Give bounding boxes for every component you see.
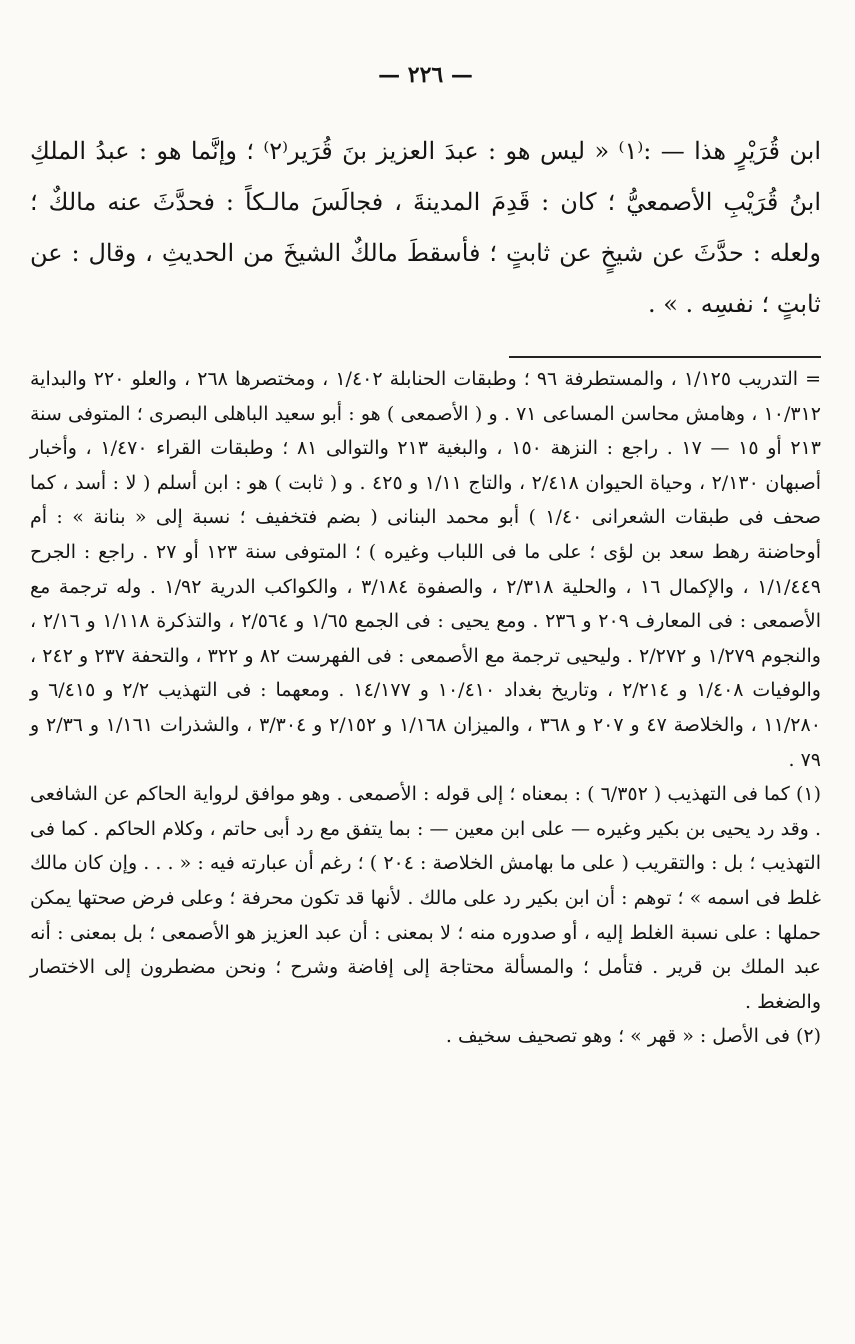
footnote-continued: = التدريب ١/١٢٥ ، والمستطرفة ٩٦ ؛ وطبقات الحنابلة ١/٤٠٢ ، ومختصرها ٢٦٨ ، والعلو ٢٢٠ والبداية ١٠/٣١٢ ، وهامش محاسن المساعى ٧١ . و ( الأصمعى ) هو : أبو سعيد الباهلى البصرى ؛ المتوفى سنة ٢١٣ أو ١٥ — ١٧ . راجع : النزهة ١٥٠ ، والبغية ٢١٣ والتوالى ٨١ ؛ وطبقات القراء ١/٤٧٠ ، وأخبار أصبهان ٢/١٣٠ ، وحياة الحيوان ٢/٤١٨ ، والتاج ١/١١ و ٤٢٥ . و ( ثابت ) هو : ابن أسلم ( لا : أسد ، كما صحف فى طبقات الشعرانى ١/٤٠ ) أبو محمد البنانى ( بضم فتخفيف ؛ نسبة إلى « بنانة » : أم أوحاضنة رهط سعد بن لؤى ؛ على ما فى اللباب وغيره ) ؛ المتوفى سنة ١٢٣ أو ٢٧ . راجع : الجرح ١/١/٤٤٩ ، والإكمال ١٦ ، والحلية ٢/٣١٨ ، والصفوة ٣/١٨٤ ، والكواكب الدرية ١/٩٢ . وله ترجمة مع الأصمعى : فى المعارف ٢٠٩ و ٢٣٦ . ومع يحيى : فى الجمع ١/٦٥ و ٢/٥٦٤ ، والتذكرة ١/١١٨ و ٢/١٦ ، والنجوم ١/٢٧٩ و ٢/٢٧٢ . وليحيى ترجمة مع الأصمعى : فى الفهرست ٨٢ و ٣٢٢ ، والتحفة ٢٣٧ و ٢٤٢ ، والوفيات ١/٤٠٨ و ٢/٢١٤ ، وتاريخ بغداد ١٠/٤١٠ و ١٤/١٧٧ . ومعهما : فى التهذيب ٢/٢ و ٦/٤١٥ و ١١/٢٨٠ ، والخلاصة ٤٧ و ٢٠٧ و ٣٦٨ ، والميزان ١/١٦٨ و ٢/١٥٢ و ٣/٣٠٤ ، والشذرات ١/١٦١ و ٢/٣٦ و ٧٩ . [30, 368, 822, 771]
footnote-divider [509, 356, 821, 358]
main-text-block [30, 126, 821, 330]
footnote-1: (١) كما فى التهذيب ( ٦/٣٥٢ ) : بمعناه ؛ إلى قوله : الأصمعى . وهو موافق لرواية الحاكم عن الشافعى . وقد رد يحيى بن بكير وغيره — على ابن معين — : بما يتفق مع رد أبى حاتم ، وكلام الحاكم . كما فى التهذيب ؛ بل : والتقريب ( على ما بهامش الخلاصة : ٢٠٤ ) ؛ رغم أن عبارته فيه : « . . . وإن كان مالك غلط فى اسمه » ؛ توهم : أن ابن بكير رد على مالك . لأنها قد تكون محرفة ؛ وعلى فرض صحتها يمكن حملها : على نسبة الغلط إليه ، أو صدوره منه ؛ لا بمعنى : أن عبد العزيز هو الأصمعى ؛ بل بمعنى : أنه عبد الملك بن قرير . فتأمل ؛ والمسألة محتاجة إلى إفاضة وشرح ؛ ونحن مضطرون إلى الاختصار والضغط . [30, 783, 821, 1013]
main-paragraph: ابن قُرَيْرٍ هذا — :⁽١⁾ « ليس هو : عبدَ العزيز بنَ قُرَير⁽٢⁾ ؛ وإنَّما هو : عبدُ الملكِ ابنُ قُرَيْبِ الأصمعيُّ ؛ كان : قَدِمَ المدينةَ ، فجالَسَ مالـكاً : فحدَّثَ عنه مالكٌ ؛ ولعله : حدَّثَ عن شيخٍ عن ثابتٍ ؛ فأسقطَ مالكٌ الشيخَ من الحديثِ ، وقال : عن ثابتٍ ؛ نفسِه . » . [30, 137, 822, 318]
page-number: — ٢٢٦ — [378, 62, 473, 88]
footnote-2: (٢) فى الأصل : « قهر » ؛ وهو تصحيف سخيف . [445, 1025, 821, 1048]
footnotes-block [30, 362, 821, 1054]
